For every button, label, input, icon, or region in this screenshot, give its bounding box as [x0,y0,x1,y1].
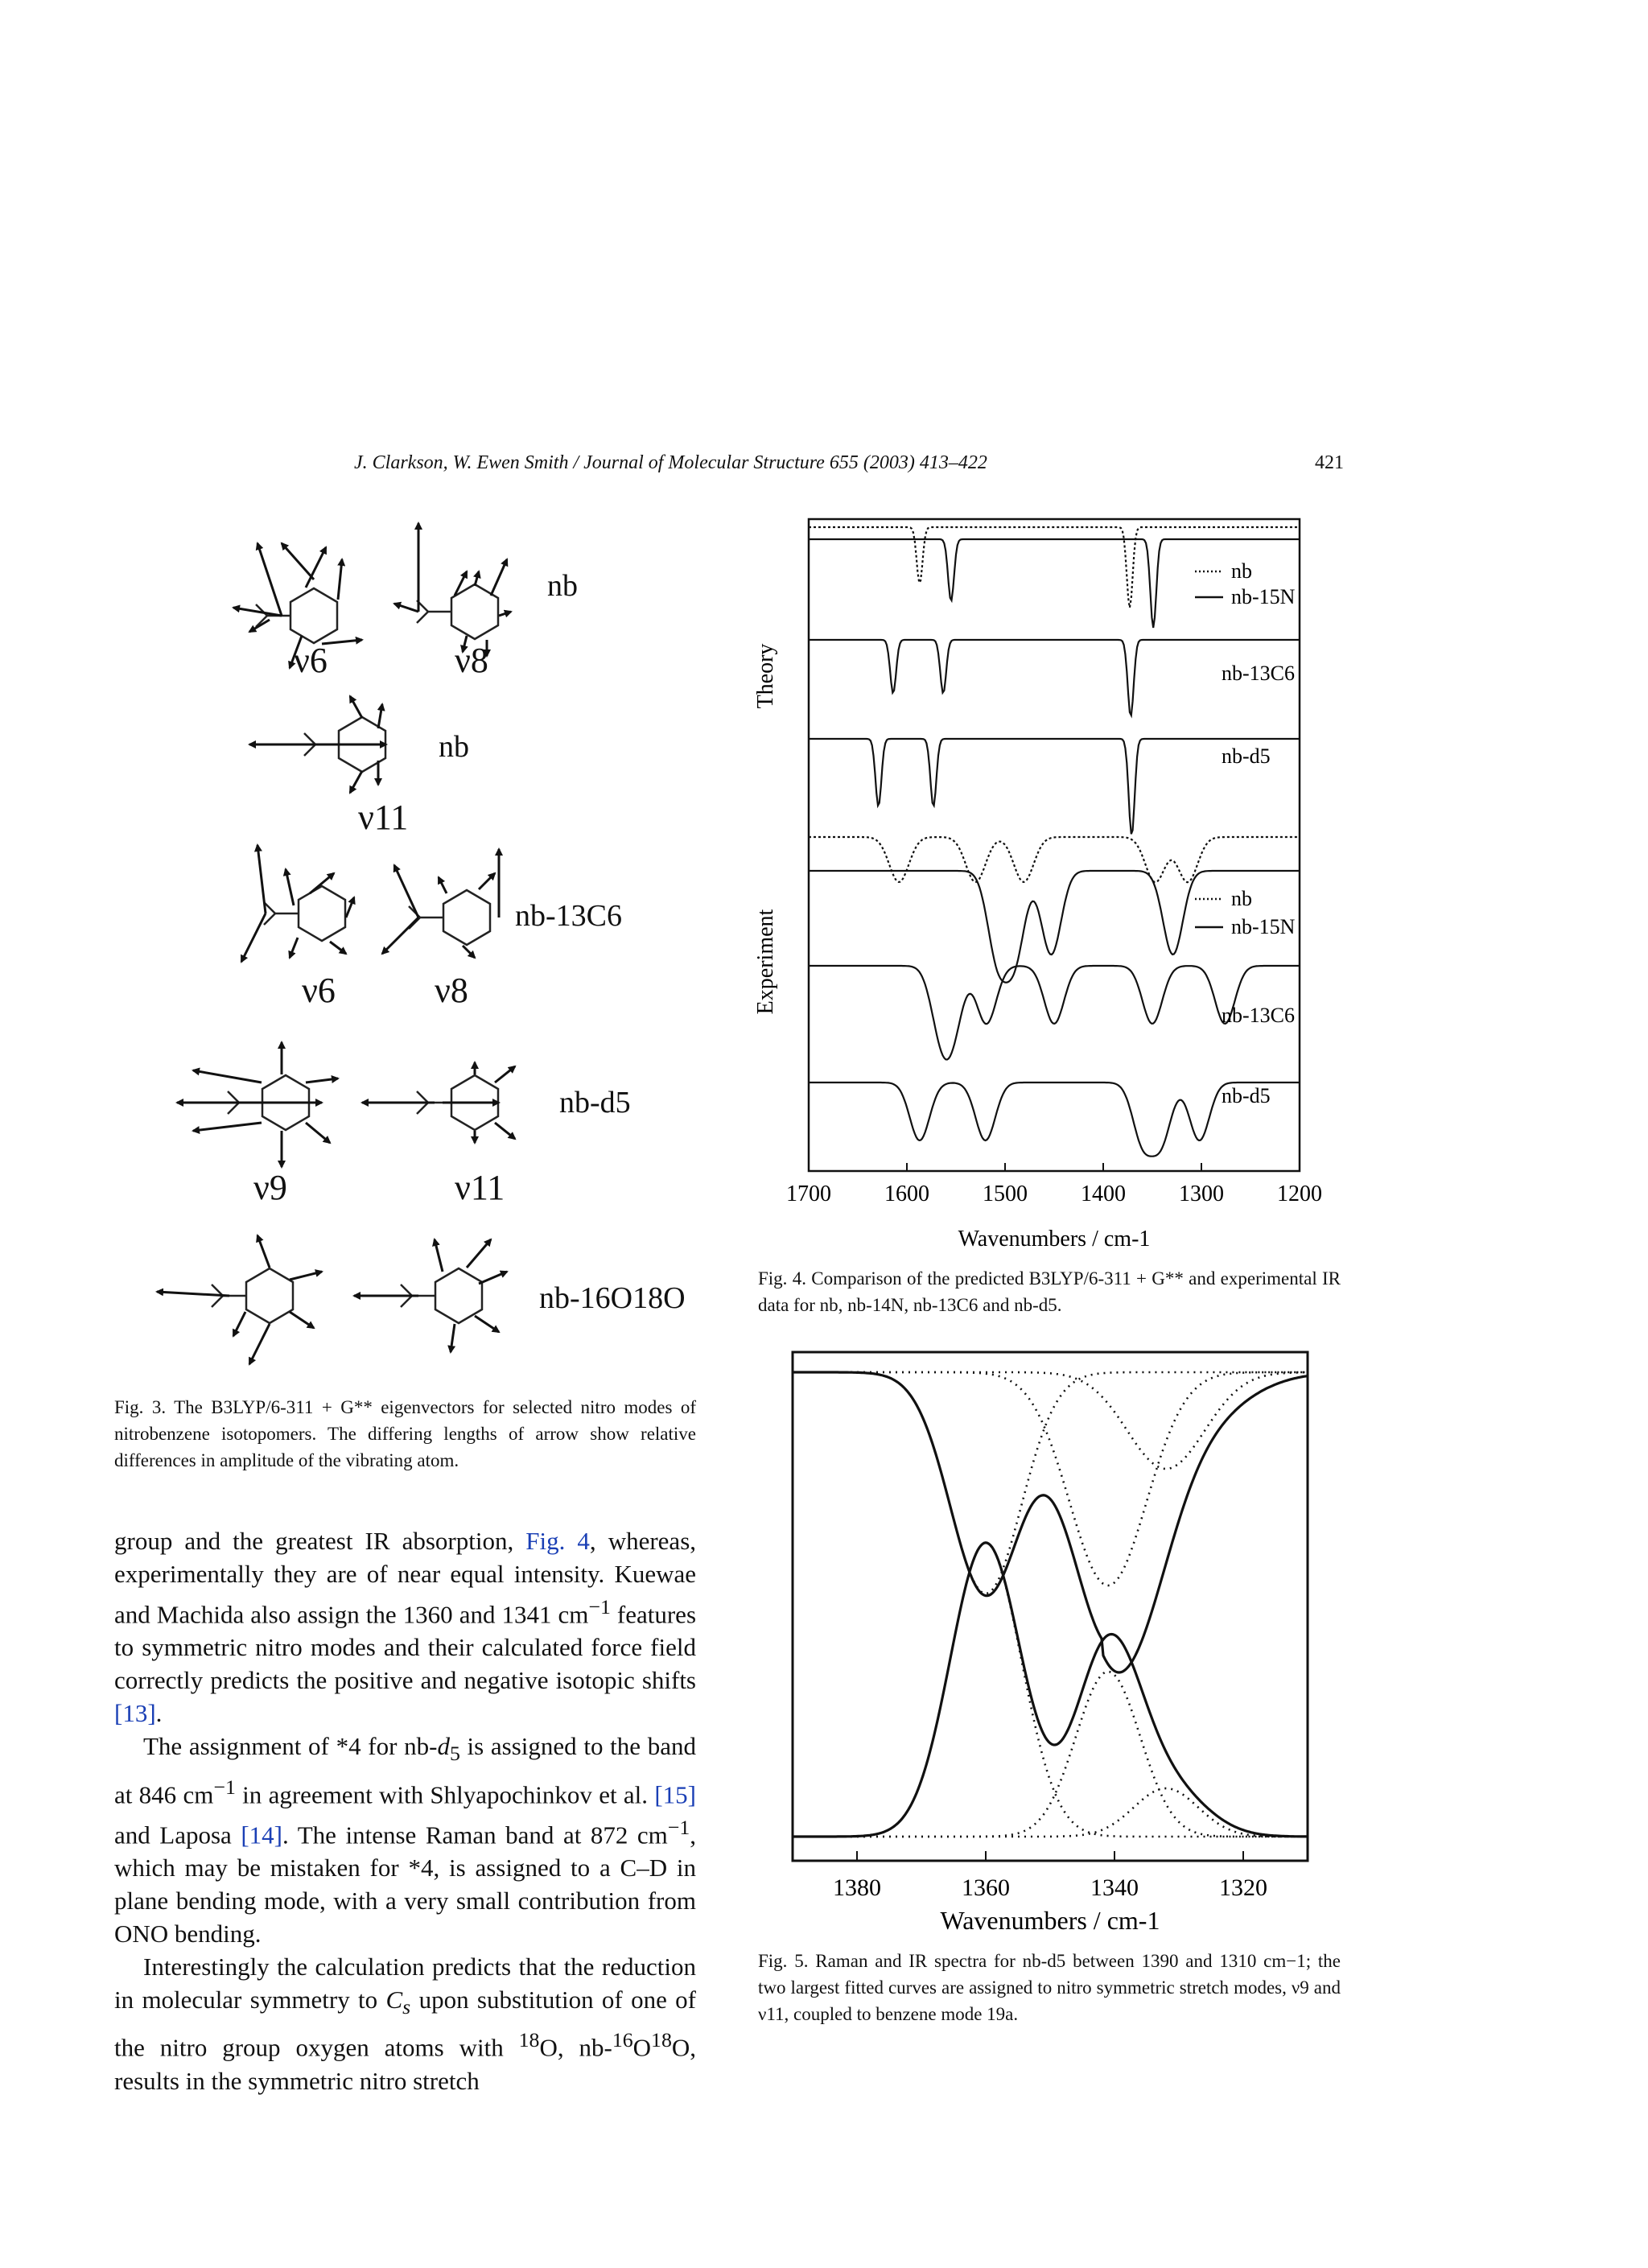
p3-text-a: Interestingly the calculation predicts that the reduction in molecular symmetry to [114,1953,696,2014]
p3-sup18b: 18 [651,2028,672,2052]
fig3-label-nb-2: nb [439,730,469,764]
fig3-label-v8-1: ν8 [455,641,488,680]
fig4-tick-label-5: 1200 [1277,1181,1322,1206]
fig4-label-d5-exp: nb-d5 [1222,1084,1271,1107]
p3-text-c: O, nb- [539,2033,612,2062]
fig5-curve-7 [793,1788,1308,1837]
running-title: J. Clarkson, W. Ewen Smith / Journal of Molecular Structure 655 (2003) 413–422 [354,452,987,473]
paragraph-2 [114,1730,696,1950]
p3-text-b: upon substitution of one of the nitro group oxygen atoms with [114,1986,696,2062]
ref-14-link[interactable]: [14] [241,1821,283,1849]
p2-text-c: in agreement with Shlyapochinkov et al. [235,1779,655,1808]
fig3-label-v8-2: ν8 [435,971,468,1010]
ref-15-link[interactable]: [15] [654,1779,696,1808]
mol-13c6-v8 [382,849,499,958]
fig4-label-13c6-theory: nb-13C6 [1222,662,1295,685]
fig3-caption: Fig. 3. The B3LYP/6-311 + G** eigenvectors for selected nitro modes of nitrobenzene isotopomers. The differing lengths of arrow show relative differences in amplitude of the vibrating atom. [114,1397,696,1470]
fig3-label-v6-2: ν6 [302,971,336,1010]
fig4-tick-label-1: 1600 [884,1181,929,1206]
fig5-tick-label-1: 1360 [962,1874,1010,1901]
fig3-label-v6-1: ν6 [294,641,328,680]
p2-sup: −1 [213,1775,236,1799]
p2-text-a: The assignment of *4 for nb- [143,1732,438,1761]
fig5-frame [793,1352,1308,1861]
p1-sup: −1 [588,1595,611,1619]
paragraph-1 [114,1524,696,1730]
fig4-xlabel: Wavenumbers / cm-1 [958,1227,1151,1252]
mol-d5-v11 [362,1062,515,1143]
fig5-curve-2 [793,1372,1308,1594]
fig3-label-1618: nb-16O18O [539,1281,686,1315]
fig4-tick-label-2: 1500 [983,1181,1028,1206]
p1-text-a: group and the greatest IR absorption, [114,1527,526,1555]
fig4-legend-nb: nb [1231,559,1252,583]
paragraph-3 [114,1950,696,2097]
mol-1618-left [157,1235,322,1364]
fig5-tick-label-0: 1380 [833,1874,881,1901]
fig3-label-v9: ν9 [253,1168,287,1207]
fig4-tick-label-4: 1300 [1179,1181,1224,1206]
mol-13c6-v6 [241,845,354,962]
fig4-series-4 [809,837,1299,882]
running-header [354,452,1344,474]
fig4-link[interactable]: Fig. 4 [525,1527,590,1555]
fig4-label-13c6-exp: nb-13C6 [1222,1004,1295,1027]
p3-sup18: 18 [518,2028,540,2052]
fig4-legend-experiment [1195,887,1296,938]
p2-text-e: . The intense Raman band at 872 cm [282,1821,668,1849]
p3-text-d: O [632,2033,652,2062]
fig5-curve-0 [793,1372,1308,1672]
p2-text-d: and Laposa [114,1821,241,1849]
fig4-legend-15n: nb-15N [1231,585,1296,608]
fig4-ylabel-experiment: Experiment [753,909,778,1015]
fig4-chart [753,507,1352,1264]
fig4-series-1 [809,539,1299,628]
fig4-caption: Fig. 4. Comparison of the predicted B3LYP/6-311 + G** and experimental IR data for nb, nb-14N, nb-13C6 and nb-d5. [758,1268,1341,1315]
fig4-tick-label-0: 1700 [786,1181,831,1206]
fig3-diagram [121,499,708,1392]
p2-d: d [437,1732,450,1761]
p1-text-c: features to symmetric nitro modes and their calculated force field correctly predicts the positive and negative isotopic shifts [114,1600,697,1695]
p1-text-b: , whereas, experimentally they are of near equal intensity. Kuewae and Machida also assign the 1360 and 1341 cm [114,1527,697,1629]
mol-nb-v11 [249,696,386,793]
p3-text-e: O, results in the symmetric nitro stretch [114,2033,696,2095]
fig3-label-nb-1: nb [547,569,578,603]
p2-text-f: , which may be mistaken for *4, is assigned to a C–D in plane bending mode, with a very small contribution from ONO bending. [114,1821,696,1948]
fig4-tick-label-3: 1400 [1081,1181,1126,1206]
fig5-chart [772,1344,1336,1940]
fig3-label-d5: nb-d5 [559,1086,631,1120]
fig5-xlabel: Wavenumbers / cm-1 [940,1906,1160,1935]
p2-sub5: 5 [449,1742,460,1766]
fig3-label-v11-1: ν11 [358,798,409,837]
fig4-label-d5-theory: nb-d5 [1222,744,1271,768]
fig3-label-13c6: nb-13C6 [515,899,622,933]
p2-text-b: is assigned to the band at 846 cm [114,1732,696,1808]
mol-1618-right [354,1239,507,1352]
fig4-frame [809,519,1300,1171]
page-number: 421 [1315,452,1344,473]
fig5-tick-label-3: 1320 [1219,1874,1267,1901]
p2-sup2: −1 [667,1815,690,1839]
fig5-curve-6 [793,1672,1308,1837]
fig3-label-v11-2: ν11 [455,1168,505,1207]
fig4-legend-nb-exp: nb [1231,887,1252,910]
mol-d5-v9 [177,1042,338,1167]
fig5-tick-label-2: 1340 [1090,1874,1139,1901]
p3-sub-s: s [402,1995,411,2019]
fig5-curve-5 [793,1543,1308,1837]
p1-text-d: . [155,1699,163,1728]
fig5-curve-4 [793,1372,1308,1469]
fig5-caption: Fig. 5. Raman and IR spectra for nb-d5 between 1390 and 1310 cm−1; the two largest fitted curves are assigned to nitro symmetric stretch modes, ν9 and ν11, coupled to benzene mode 19a. [758,1951,1341,2024]
body-text [114,1524,696,2097]
fig5-curve-3 [793,1372,1308,1586]
mol-nb-v8 [394,523,511,656]
ref-13-link[interactable]: [13] [114,1699,156,1728]
fig4-legend-theory [1195,559,1296,608]
p3-sup16: 16 [612,2028,633,2052]
fig4-legend-15n-exp: nb-15N [1231,915,1296,938]
fig5-curve-1 [793,1543,1308,1837]
fig4-ylabel-theory: Theory [753,643,778,709]
p3-cs: C [385,1986,403,2014]
